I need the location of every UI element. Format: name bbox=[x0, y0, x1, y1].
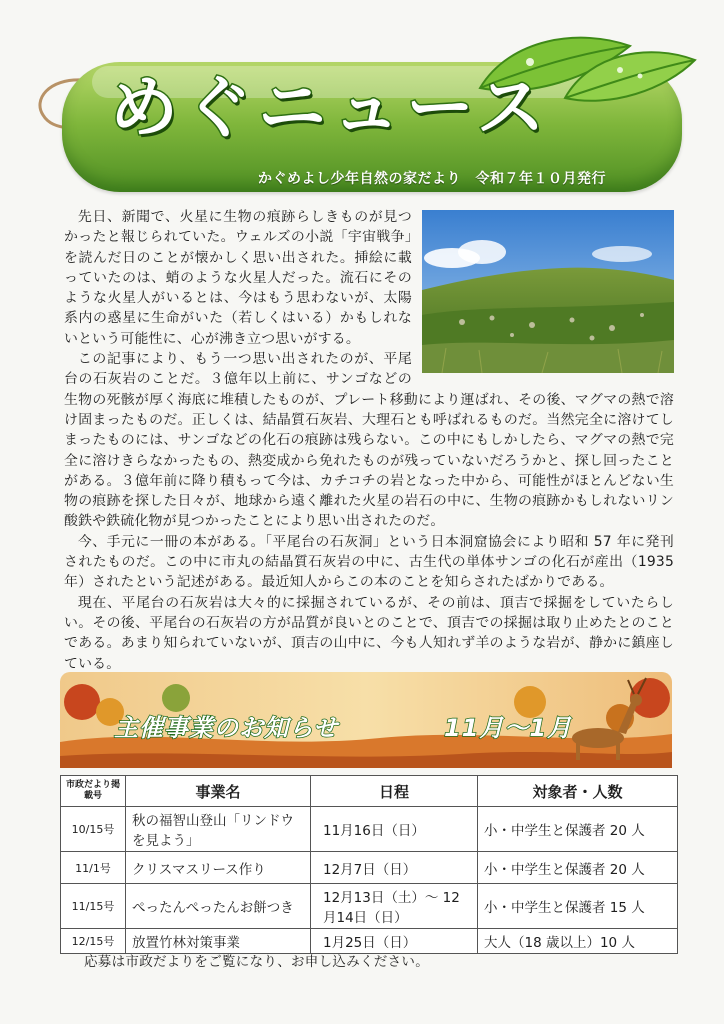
table-row bbox=[61, 852, 678, 884]
cell-target: 小・中学生と保護者 20 人 bbox=[478, 852, 678, 884]
header-target: 対象者・人数 bbox=[478, 776, 678, 807]
table-row bbox=[61, 807, 678, 852]
cell-date: 1月25日（日） bbox=[311, 929, 478, 954]
article-paragraph: この記事により、もう一つ思い出されたのが、平尾台の石灰岩のことだ。３億年以上前に、サンゴなどの生物の死骸が厚く海底に堆積したものが、プレート移動により運ばれ、その後、マグマの熱で溶け固まったものだ。正しくは、結晶質石灰岩、大理石とも呼ばれるものだ。当然完全に溶けてしまったものには、サンゴなどの化石の痕跡は残らない。この中にもしかしたら、マグマの熱で完全に溶けきらなかったもの、熱変成から免れたものが残っていないだろうかと、探し回ったことがある。３億年前に降り積もって今は、カチコチの岩となった中から、可能性がほとんどない生物の痕跡を探した日々が、地球から遠く離れた火星の岩石の中に、生物の痕跡かもしれないリン酸鉄や鉄硫化物が見つかったことにより思い出されたのだ。 bbox=[64, 351, 674, 530]
events-table bbox=[60, 775, 678, 954]
header-date: 日程 bbox=[311, 776, 478, 807]
cell-date: 11月16日（日） bbox=[311, 807, 478, 852]
cell-issue: 12/15号 bbox=[61, 929, 126, 954]
article-body bbox=[64, 207, 674, 674]
cell-issue: 11/15号 bbox=[61, 884, 126, 929]
header-event-name: 事業名 bbox=[126, 776, 311, 807]
article-paragraph: 今、手元に一冊の本がある。「平尾台の石灰洞」という日本洞窟協会により昭和 57 年に発刊されたものだ。この中に市丸の結晶質石灰岩の中に、古生代の単体サンゴの化石が産出（1935 年）されたという記述がある。最近知人からこの本のことを知らされたばかりである。 bbox=[64, 533, 674, 591]
newsletter-header bbox=[0, 0, 724, 200]
table-header-row bbox=[61, 776, 678, 807]
cell-target: 小・中学生と保護者 20 人 bbox=[478, 807, 678, 852]
cell-event-name: ぺったんぺったんお餅つき bbox=[126, 884, 311, 929]
cell-issue: 11/1号 bbox=[61, 852, 126, 884]
cell-target: 大人（18 歳以上）10 人 bbox=[478, 929, 678, 954]
landscape-photo bbox=[422, 210, 674, 373]
cell-event-name: 放置竹林対策事業 bbox=[126, 929, 311, 954]
header-issue: 市政だより掲載号 bbox=[61, 776, 126, 807]
masthead-subtitle: かぐめよし少年自然の家だより 令和７年１０月発行 bbox=[258, 171, 606, 187]
cell-issue: 10/15号 bbox=[61, 807, 126, 852]
application-note: 応募は市政だよりをご覧になり、お申し込みください。 bbox=[84, 954, 429, 970]
article-paragraph: 現在、平尾台の石灰岩は大々的に採掘されているが、その前は、頂吉で採掘をしていたらしい。その後、平尾台の石灰岩の方が品質が良いとのことで、頂吉での採掘は取り止めたとのことである。あまり知られていないが、頂吉の山中に、今も人知れず羊のような岩が、静かに鎮座している。 bbox=[64, 594, 674, 672]
events-banner-title: 主催事業のお知らせ bbox=[114, 714, 339, 742]
cell-date: 12月13日（土）～ 12月14日（日） bbox=[311, 884, 478, 929]
events-banner-range: 11月～1月 bbox=[444, 714, 573, 742]
cell-event-name: クリスマスリース作り bbox=[126, 852, 311, 884]
article-paragraph: 先日、新聞で、火星に生物の痕跡らしきものが見つかったと報じられていた。ウェルズの小説「宇宙戦争」を読んだ日のことが懐かしく思い出された。挿絵に載っていたのは、蛸のような火星人だった。流石にそのような火星人がいるとは、今はもう思わないが、太陽系内の惑星に生命がいた（若しくはいる）かもしれないという可能性に、心が沸き立つ思いがする。 bbox=[64, 209, 412, 347]
cell-target: 小・中学生と保護者 15 人 bbox=[478, 884, 678, 929]
table-row bbox=[61, 884, 678, 929]
cell-event-name: 秋の福智山登山「リンドウを見よう」 bbox=[126, 807, 311, 852]
masthead-title: めぐニュース bbox=[110, 69, 551, 148]
cell-date: 12月7日（日） bbox=[311, 852, 478, 884]
